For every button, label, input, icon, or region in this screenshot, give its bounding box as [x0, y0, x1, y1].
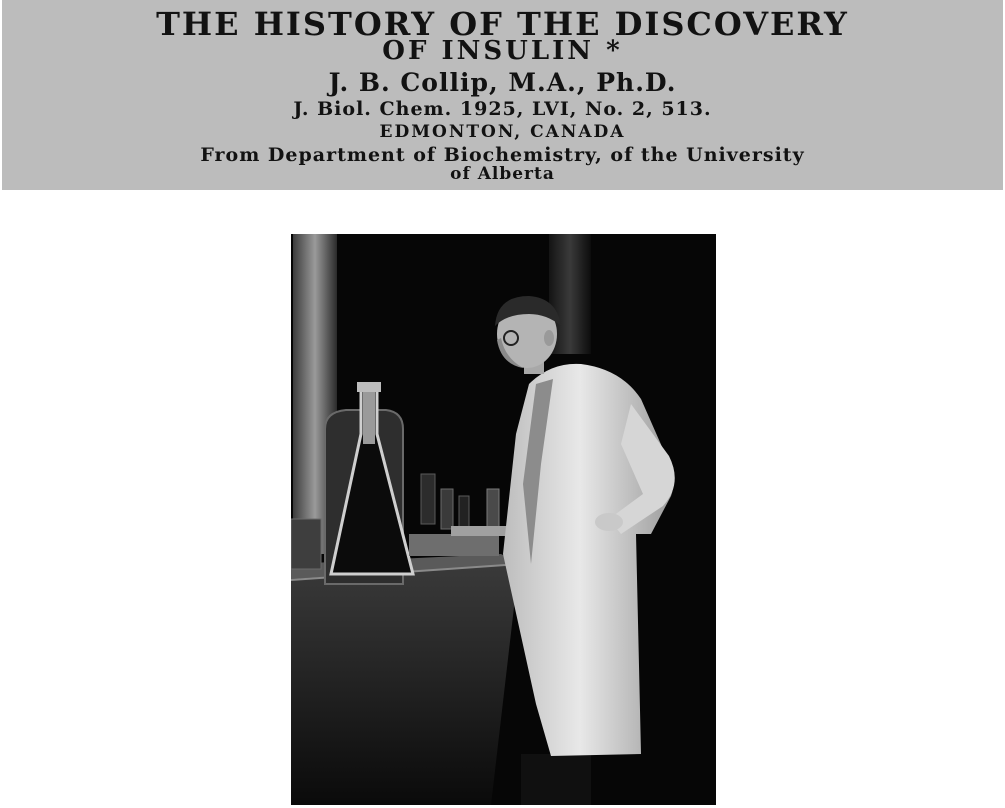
- laboratory-photograph: [291, 234, 716, 805]
- title-banner: [2, 0, 1003, 190]
- apparatus: [409, 534, 499, 556]
- bottle: [421, 474, 435, 524]
- bench-front: [291, 564, 519, 805]
- location: EDMONTON, CANADA: [379, 122, 626, 142]
- article-title-line2: OF INSULIN *: [382, 36, 623, 66]
- author-name: J. B. Collip, M.A., Ph.D.: [328, 68, 677, 97]
- article-title-line1: THE HISTORY OF THE DISCOVERY: [156, 5, 849, 43]
- hand: [595, 513, 623, 531]
- bottle: [441, 489, 453, 529]
- affiliation-line1: From Department of Biochemistry, of the University: [200, 144, 805, 166]
- jar: [291, 519, 321, 569]
- bottle: [459, 496, 469, 530]
- affiliation-line2: of Alberta: [450, 164, 555, 184]
- journal-citation: J. Biol. Chem. 1925, LVI, No. 2, 513.: [293, 98, 712, 120]
- photo-illustration: [291, 234, 716, 805]
